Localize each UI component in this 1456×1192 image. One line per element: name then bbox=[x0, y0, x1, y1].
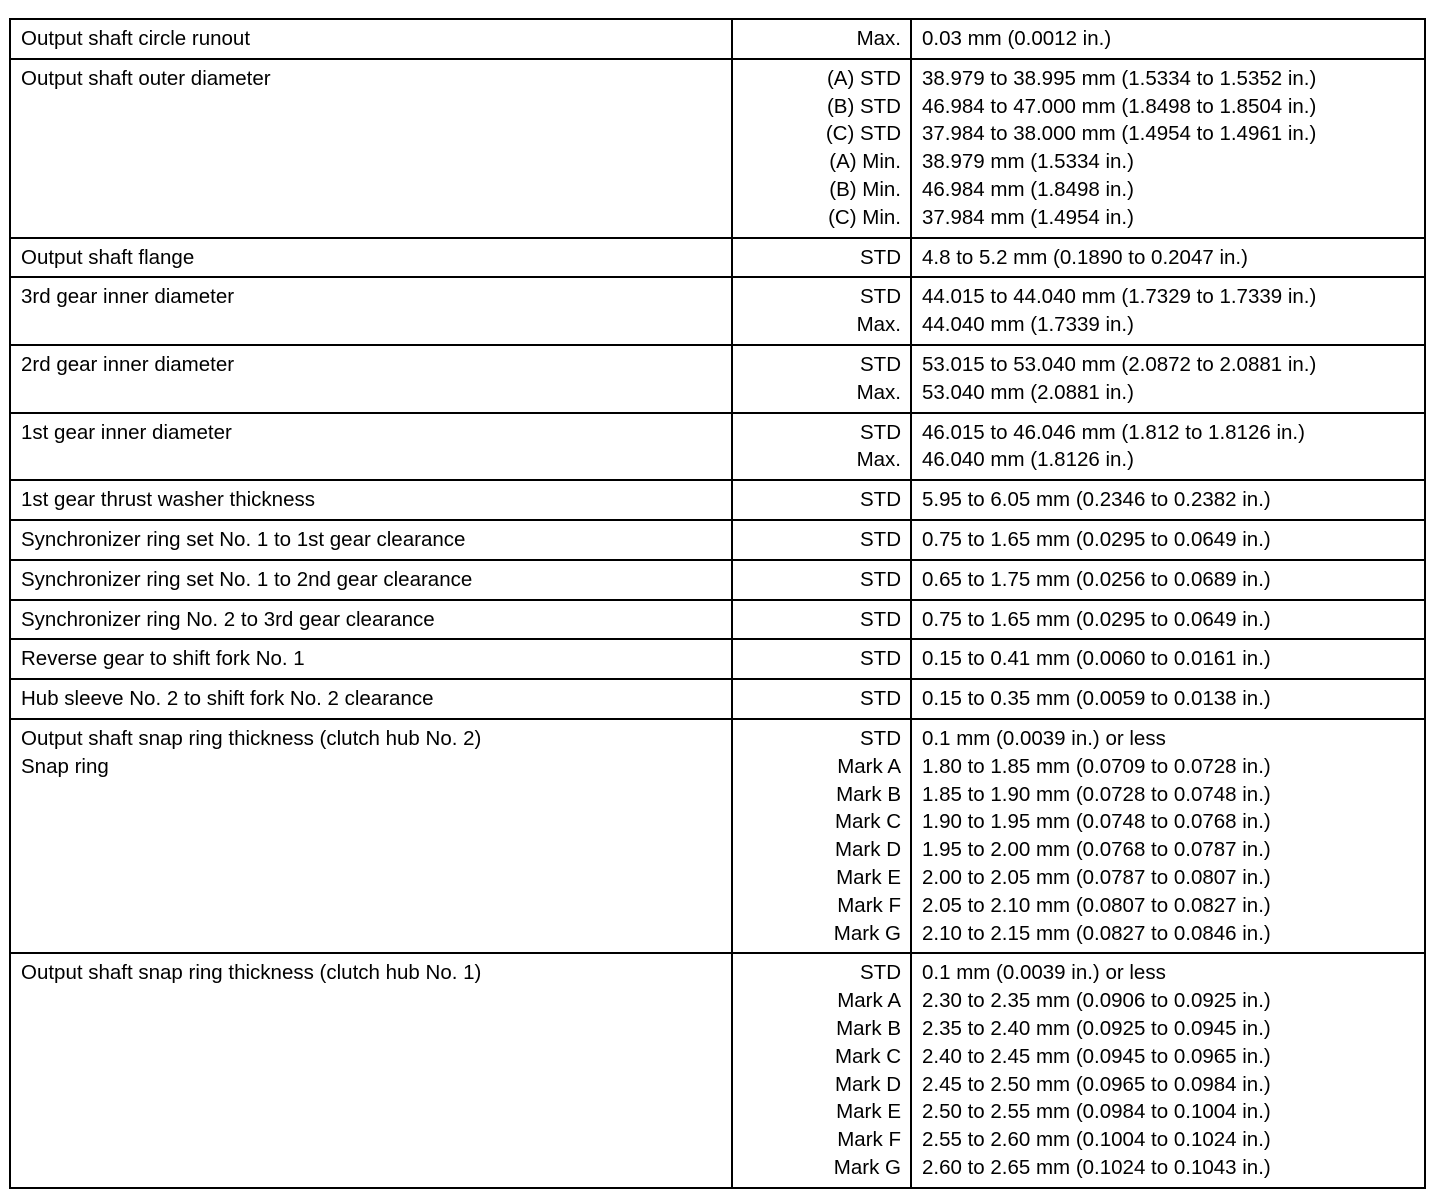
spec-item-line: 2rd gear inner diameter bbox=[21, 352, 235, 376]
spec-value-line: 53.015 to 53.040 mm (2.0872 to 2.0881 in.) bbox=[922, 352, 1317, 376]
spec-item-cell bbox=[10, 679, 732, 719]
spec-condition-line: Mark B bbox=[836, 782, 901, 806]
spec-condition-line: (B) Min. bbox=[829, 177, 901, 201]
spec-condition-line: Mark B bbox=[836, 1016, 901, 1040]
spec-condition-cell bbox=[732, 413, 911, 481]
table-row bbox=[10, 480, 1425, 520]
table-row bbox=[10, 953, 1425, 1187]
spec-item-line: 3rd gear inner diameter bbox=[21, 285, 235, 309]
spec-condition-line: STD bbox=[860, 607, 901, 631]
spec-condition-line: STD bbox=[860, 647, 901, 671]
spec-value-line: 2.00 to 2.05 mm (0.0787 to 0.0807 in.) bbox=[922, 865, 1271, 889]
spec-item-cell bbox=[10, 413, 732, 481]
spec-value-line: 2.40 to 2.45 mm (0.0945 to 0.0965 in.) bbox=[922, 1044, 1271, 1068]
spec-table-body bbox=[10, 19, 1425, 1188]
spec-condition-line: (A) STD bbox=[826, 66, 901, 90]
spec-value-line: 2.45 to 2.50 mm (0.0965 to 0.0984 in.) bbox=[922, 1072, 1271, 1096]
spec-item-cell bbox=[10, 345, 732, 413]
spec-value-line: 38.979 mm (1.5334 in.) bbox=[922, 150, 1134, 174]
table-row bbox=[10, 277, 1425, 345]
spec-value-line: 0.15 to 0.35 mm (0.0059 to 0.0138 in.) bbox=[922, 687, 1271, 711]
spec-condition-line: Mark G bbox=[833, 921, 901, 945]
spec-value-line: 4.8 to 5.2 mm (0.1890 to 0.2047 in.) bbox=[922, 245, 1248, 269]
spec-value-line: 2.35 to 2.40 mm (0.0925 to 0.0945 in.) bbox=[922, 1016, 1271, 1040]
table-row bbox=[10, 639, 1425, 679]
table-row bbox=[10, 679, 1425, 719]
spec-value-line: 0.65 to 1.75 mm (0.0256 to 0.0689 in.) bbox=[922, 567, 1271, 591]
table-row bbox=[10, 345, 1425, 413]
spec-value-line: 1.95 to 2.00 mm (0.0768 to 0.0787 in.) bbox=[922, 838, 1271, 862]
spec-condition-line: Mark F bbox=[837, 1128, 901, 1152]
spec-condition-line: STD bbox=[860, 285, 901, 309]
spec-condition-line: STD bbox=[860, 420, 901, 444]
spec-condition-line: Mark D bbox=[834, 838, 901, 862]
table-row bbox=[10, 413, 1425, 481]
spec-value-cell bbox=[911, 277, 1425, 345]
spec-value-cell bbox=[911, 238, 1425, 278]
spec-condition-line: STD bbox=[860, 527, 901, 551]
spec-value-line: 0.75 to 1.65 mm (0.0295 to 0.0649 in.) bbox=[922, 607, 1271, 631]
spec-condition-line: (C) STD bbox=[825, 122, 901, 146]
spec-value-line: 46.015 to 46.046 mm (1.812 to 1.8126 in.) bbox=[922, 420, 1305, 444]
table-row bbox=[10, 600, 1425, 640]
spec-item-cell bbox=[10, 520, 732, 560]
spec-item-line: Output shaft outer diameter bbox=[21, 66, 271, 90]
spec-condition-line: Max. bbox=[856, 448, 901, 472]
spec-value-line: 46.984 to 47.000 mm (1.8498 to 1.8504 in.) bbox=[922, 94, 1317, 118]
spec-item-cell bbox=[10, 480, 732, 520]
spec-condition-line: STD bbox=[860, 245, 901, 269]
spec-condition-line: STD bbox=[860, 687, 901, 711]
spec-condition-cell bbox=[732, 59, 911, 238]
spec-condition-cell bbox=[732, 600, 911, 640]
spec-value-line: 53.040 mm (2.0881 in.) bbox=[922, 380, 1134, 404]
spec-condition-line: (C) Min. bbox=[828, 205, 901, 229]
table-row bbox=[10, 19, 1425, 59]
spec-value-cell bbox=[911, 639, 1425, 679]
table-row bbox=[10, 238, 1425, 278]
table-row bbox=[10, 560, 1425, 600]
table-row bbox=[10, 520, 1425, 560]
spec-value-line: 2.50 to 2.55 mm (0.0984 to 0.1004 in.) bbox=[922, 1100, 1271, 1124]
spec-value-cell bbox=[911, 520, 1425, 560]
spec-condition-line: STD bbox=[860, 961, 901, 985]
spec-condition-line: Mark F bbox=[837, 893, 901, 917]
spec-condition-cell bbox=[732, 953, 911, 1187]
spec-condition-cell bbox=[732, 520, 911, 560]
spec-item-cell bbox=[10, 600, 732, 640]
spec-value-cell bbox=[911, 719, 1425, 953]
spec-value-line: 2.60 to 2.65 mm (0.1024 to 0.1043 in.) bbox=[922, 1155, 1271, 1179]
spec-condition-cell bbox=[732, 639, 911, 679]
spec-value-line: 44.015 to 44.040 mm (1.7329 to 1.7339 in.) bbox=[922, 285, 1317, 309]
spec-value-line: 0.1 mm (0.0039 in.) or less bbox=[922, 961, 1166, 985]
table-row bbox=[10, 59, 1425, 238]
spec-item-cell bbox=[10, 719, 732, 953]
spec-value-cell bbox=[911, 679, 1425, 719]
spec-condition-line: Mark A bbox=[837, 989, 901, 1013]
spec-value-line: 0.03 mm (0.0012 in.) bbox=[922, 27, 1112, 50]
spec-condition-line: Mark E bbox=[836, 865, 901, 889]
spec-condition-line: STD bbox=[860, 488, 901, 512]
spec-item-cell bbox=[10, 560, 732, 600]
spec-condition-line: Mark G bbox=[833, 1155, 901, 1179]
spec-item-cell bbox=[10, 639, 732, 679]
spec-item-line: Output shaft snap ring thickness (clutch hub No. 2) bbox=[21, 726, 482, 750]
spec-condition-line: (B) STD bbox=[826, 94, 901, 118]
spec-value-line: 1.80 to 1.85 mm (0.0709 to 0.0728 in.) bbox=[922, 754, 1271, 778]
spec-item-line: Snap ring bbox=[21, 754, 109, 778]
spec-item-line: Output shaft snap ring thickness (clutch hub No. 1) bbox=[21, 961, 482, 985]
spec-value-line: 0.75 to 1.65 mm (0.0295 to 0.0649 in.) bbox=[922, 527, 1271, 551]
spec-value-line: 0.1 mm (0.0039 in.) or less bbox=[922, 726, 1166, 750]
spec-condition-line: STD bbox=[860, 726, 901, 750]
spec-condition-cell bbox=[732, 560, 911, 600]
spec-item-cell bbox=[10, 953, 732, 1187]
spec-value-line: 2.55 to 2.60 mm (0.1004 to 0.1024 in.) bbox=[922, 1128, 1271, 1152]
spec-item-line: Output shaft circle runout bbox=[21, 27, 251, 50]
spec-value-line: 1.90 to 1.95 mm (0.0748 to 0.0768 in.) bbox=[922, 810, 1271, 834]
spec-value-cell bbox=[911, 600, 1425, 640]
spec-condition-cell bbox=[732, 238, 911, 278]
spec-condition-cell bbox=[732, 345, 911, 413]
spec-value-cell bbox=[911, 480, 1425, 520]
spec-item-line: Synchronizer ring set No. 1 to 1st gear clearance bbox=[21, 527, 466, 551]
spec-condition-line: STD bbox=[860, 567, 901, 591]
spec-condition-cell bbox=[732, 719, 911, 953]
spec-item-cell bbox=[10, 59, 732, 238]
spec-value-line: 46.984 mm (1.8498 in.) bbox=[922, 177, 1134, 201]
spec-value-line: 37.984 to 38.000 mm (1.4954 to 1.4961 in.) bbox=[922, 122, 1317, 146]
spec-condition-line: STD bbox=[860, 352, 901, 376]
spec-condition-line: Mark A bbox=[837, 754, 901, 778]
spec-item-line: 1st gear inner diameter bbox=[21, 420, 232, 444]
spec-value-cell bbox=[911, 413, 1425, 481]
spec-condition-line: (A) Min. bbox=[829, 150, 901, 174]
spec-condition-line: Mark E bbox=[836, 1100, 901, 1124]
spec-item-line: Synchronizer ring set No. 1 to 2nd gear clearance bbox=[21, 567, 473, 591]
spec-value-line: 0.15 to 0.41 mm (0.0060 to 0.0161 in.) bbox=[922, 647, 1271, 671]
spec-value-line: 5.95 to 6.05 mm (0.2346 to 0.2382 in.) bbox=[922, 488, 1271, 512]
spec-item-line: Output shaft flange bbox=[21, 245, 195, 269]
spec-value-cell bbox=[911, 560, 1425, 600]
table-row bbox=[10, 719, 1425, 953]
spec-value-line: 44.040 mm (1.7339 in.) bbox=[922, 313, 1134, 337]
spec-item-line: Reverse gear to shift fork No. 1 bbox=[21, 647, 305, 671]
spec-value-cell bbox=[911, 19, 1425, 59]
spec-condition-line: Max. bbox=[856, 27, 901, 50]
spec-value-line: 37.984 mm (1.4954 in.) bbox=[922, 205, 1134, 229]
spec-condition-line: Max. bbox=[856, 380, 901, 404]
spec-condition-cell bbox=[732, 19, 911, 59]
spec-item-cell bbox=[10, 238, 732, 278]
spec-condition-cell bbox=[732, 277, 911, 345]
spec-condition-line: Mark C bbox=[834, 1044, 901, 1068]
spec-value-cell bbox=[911, 953, 1425, 1187]
spec-item-cell bbox=[10, 19, 732, 59]
spec-value-cell bbox=[911, 345, 1425, 413]
spec-condition-cell bbox=[732, 480, 911, 520]
spec-value-line: 46.040 mm (1.8126 in.) bbox=[922, 448, 1134, 472]
spec-value-line: 1.85 to 1.90 mm (0.0728 to 0.0748 in.) bbox=[922, 782, 1271, 806]
spec-condition-cell bbox=[732, 679, 911, 719]
spec-item-cell bbox=[10, 277, 732, 345]
spec-value-line: 2.05 to 2.10 mm (0.0807 to 0.0827 in.) bbox=[922, 893, 1271, 917]
spec-item-line: 1st gear thrust washer thickness bbox=[21, 488, 315, 512]
spec-item-line: Hub sleeve No. 2 to shift fork No. 2 clearance bbox=[21, 687, 434, 711]
spec-condition-line: Mark D bbox=[834, 1072, 901, 1096]
spec-value-line: 38.979 to 38.995 mm (1.5334 to 1.5352 in.) bbox=[922, 66, 1317, 90]
spec-condition-line: Max. bbox=[856, 313, 901, 337]
spec-table bbox=[9, 18, 1426, 1189]
spec-condition-line: Mark C bbox=[834, 810, 901, 834]
spec-value-line: 2.30 to 2.35 mm (0.0906 to 0.0925 in.) bbox=[922, 989, 1271, 1013]
spec-value-cell bbox=[911, 59, 1425, 238]
spec-item-line: Synchronizer ring No. 2 to 3rd gear clearance bbox=[21, 607, 435, 631]
spec-value-line: 2.10 to 2.15 mm (0.0827 to 0.0846 in.) bbox=[922, 921, 1271, 945]
